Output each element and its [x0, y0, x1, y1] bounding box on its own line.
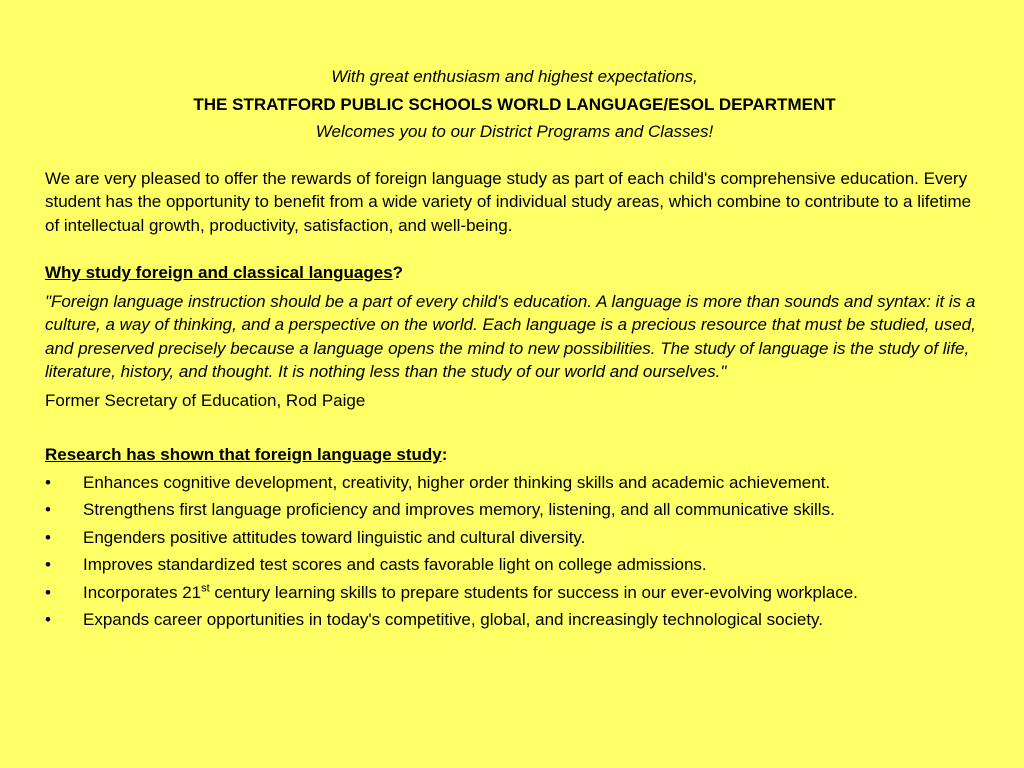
bullet-icon: •	[45, 582, 51, 602]
why-heading-suffix: ?	[392, 263, 404, 282]
list-item-text: Enhances cognitive development, creativity, higher order thinking skills and academic achievement.	[83, 472, 831, 492]
why-heading-text: Why study foreign and classical languages	[45, 263, 393, 282]
paige-quote: "Foreign language instruction should be a part of every child's education. A language is more than sounds and syntax: it is a culture, a way of thinking, and a perspective on the world. Each language is a precious resource that must be studied, used, and preserved precisely because a language opens the mind to new possibilities. The study of language is the study of life, literature, history, and thought. It is nothing less than the study of our world and ourselves."	[45, 291, 976, 381]
research-heading	[45, 443, 984, 467]
list-item	[45, 581, 953, 605]
list-item-text-pre: Incorporates 21	[83, 582, 202, 602]
list-item-text: Strengthens first language proficiency and improves memory, listening, and all communicative skills.	[83, 500, 835, 519]
intro-paragraph: We are very pleased to offer the rewards of foreign language study as part of each child's comprehensive education. Every student has the opportunity to benefit from a wide variety of individual study areas, which combine to contribute to a lifetime of intellectual growth, productivity, satisfaction, and well-being.	[45, 168, 972, 235]
bullet-icon: •	[45, 610, 51, 629]
list-item-text-post: century learning skills to prepare students for success in our ever-evolving workplace.	[209, 582, 858, 602]
research-heading-text: Research has shown that foreign language study	[45, 445, 442, 464]
quote-attribution: Former Secretary of Education, Rod Paige	[45, 390, 366, 410]
bullet-icon: •	[45, 472, 51, 492]
research-heading-suffix: :	[441, 445, 448, 464]
welcome-line: Welcomes you to our District Programs and Classes!	[315, 122, 714, 141]
list-item	[45, 608, 953, 632]
bullet-icon: •	[45, 527, 51, 547]
department-title: THE STRATFORD PUBLIC SCHOOLS WORLD LANGUAGE/ESOL DEPARTMENT	[193, 94, 836, 114]
bullet-icon: •	[45, 500, 51, 519]
list-item	[45, 471, 953, 495]
superscript-st: st	[201, 581, 210, 594]
intro-line-1: With great enthusiasm and highest expectations,	[331, 67, 698, 86]
why-heading	[45, 261, 984, 285]
list-item-text: Expands career opportunities in today's competitive, global, and increasingly technological society.	[83, 610, 824, 629]
bullet-icon: •	[45, 555, 51, 574]
list-item	[45, 553, 953, 577]
list-item-text: Engenders positive attitudes toward linguistic and cultural diversity.	[83, 527, 586, 547]
list-item	[45, 498, 953, 522]
list-item-text: Improves standardized test scores and casts favorable light on college admissions.	[83, 555, 707, 574]
list-item	[45, 526, 953, 550]
research-list	[45, 471, 984, 632]
